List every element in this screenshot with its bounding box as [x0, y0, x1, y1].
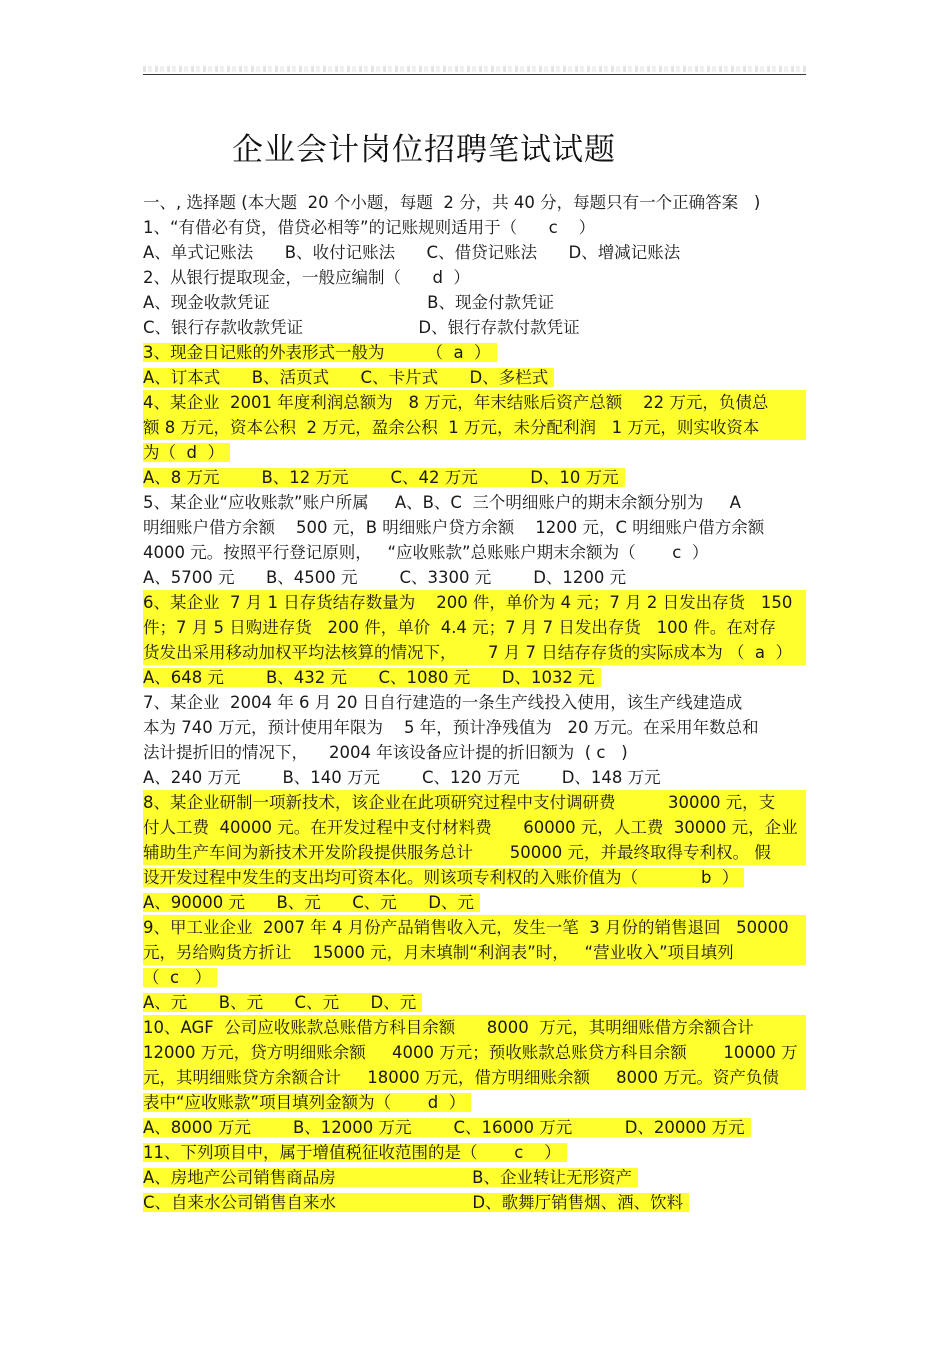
- line-text: A、元 B、元 C、元 D、元: [143, 993, 422, 1012]
- line-text: 货发出采用移动加权平均法核算的情况下， 7 月 7 日结存存货的实际成本为 （ a ）: [143, 643, 793, 662]
- line-text: A、240 万元 B、140 万元 C、120 万元 D、148 万元: [143, 768, 661, 787]
- text-line: [143, 1065, 806, 1090]
- line-text: 7、某企业 2004 年 6 月 20 日自行建造的一条生产线投入使用，该生产线建造成: [143, 693, 743, 712]
- text-line: [143, 1190, 806, 1215]
- line-text: 额 8 万元，资本公积 2 万元，盈余公积 1 万元，未分配利润 1 万元，则实收资本: [143, 418, 760, 437]
- line-text: 法计提折旧的情况下， 2004 年该设备应计提的折旧额为 ( c ): [143, 743, 628, 762]
- text-line: [143, 465, 806, 490]
- text-line: [143, 290, 806, 315]
- line-text: A、订本式 B、活页式 C、卡片式 D、多栏式: [143, 368, 554, 387]
- text-line: [143, 590, 806, 615]
- line-text: 3、现金日记账的外表形式一般为 （ a ）: [143, 343, 497, 362]
- line-text: 5、某企业“应收账款”账户所属 A、B、C 三个明细账户的期末余额分别为 A: [143, 493, 741, 512]
- line-text: 元，其明细账贷方余额合计 18000 万元，借方明细账余额 8000 万元。资产负债: [143, 1068, 779, 1087]
- text-line: [143, 390, 806, 415]
- line-text: 12000 万元，贷方明细账余额 4000 万元；预收账款总账贷方科目余额 10000 万: [143, 1043, 798, 1062]
- line-text: A、单式记账法 B、收付记账法 C、借贷记账法 D、增减记账法: [143, 243, 681, 262]
- header-rule: [143, 74, 806, 75]
- line-text: A、5700 元 B、4500 元 C、3300 元 D、1200 元: [143, 568, 627, 587]
- line-text: 4、某企业 2001 年度利润总额为 8 万元，年末结账后资产总额 22 万元，负债总: [143, 393, 769, 412]
- text-line: [143, 1165, 806, 1190]
- line-text: A、90000 元 B、元 C、元 D、元: [143, 893, 480, 912]
- text-line: [143, 1115, 806, 1140]
- line-text: 辅助生产车间为新技术开发阶段提供服务总计 50000 元，并最终取得专利权。 假: [143, 843, 771, 862]
- text-line: [143, 665, 806, 690]
- line-text: 1、“有借必有贷，借贷必相等”的记账规则适用于（ c ）: [143, 218, 596, 237]
- text-line: [143, 415, 806, 440]
- page-title: 企业会计岗位招聘笔试试题: [232, 132, 616, 168]
- line-text: 明细账户借方余额 500 元，B 明细账户贷方余额 1200 元，C 明细账户借方余额: [143, 518, 765, 537]
- text-line: [143, 840, 806, 865]
- line-text: 元，另给购货方折让 15000 元，月末填制“利润表”时， “营业收入”项目填列: [143, 943, 734, 962]
- text-line: [143, 1040, 806, 1065]
- text-line: [143, 540, 806, 565]
- text-line: [143, 615, 806, 640]
- line-text: A、8 万元 B、12 万元 C、42 万元 D、10 万元: [143, 468, 625, 487]
- text-line: [143, 865, 806, 890]
- text-line: [143, 515, 806, 540]
- text-line: [143, 190, 806, 215]
- header-noise: [143, 66, 806, 72]
- text-line: [143, 340, 806, 365]
- line-text: 4000 元。按照平行登记原则， “应收账款”总账账户期末余额为（ c ）: [143, 543, 709, 562]
- text-line: [143, 365, 806, 390]
- text-line: [143, 965, 806, 990]
- line-text: 本为 740 万元，预计使用年限为 5 年，预计净残值为 20 万元。在采用年数总和: [143, 718, 759, 737]
- line-text: 设开发过程中发生的支出均可资本化。则该项专利权的入账价值为（ b ）: [143, 868, 744, 887]
- line-text: A、房地产公司销售商品房 B、企业转让无形资产: [143, 1168, 638, 1187]
- line-text: C、银行存款收款凭证 D、银行存款付款凭证: [143, 318, 580, 337]
- text-line: [143, 690, 806, 715]
- text-line: [143, 915, 806, 940]
- text-line: [143, 1140, 806, 1165]
- line-text: 6、某企业 7 月 1 日存货结存数量为 200 件，单价为 4 元；7 月 2 日发出存货 150: [143, 593, 793, 612]
- line-text: A、648 元 B、432 元 C、1080 元 D、1032 元: [143, 668, 601, 687]
- line-text: C、自来水公司销售自来水 D、歌舞厅销售烟、酒、饮料: [143, 1193, 689, 1212]
- line-text: 11、下列项目中，属于增值税征收范围的是（ c ）: [143, 1143, 567, 1162]
- text-line: [143, 765, 806, 790]
- text-line: [143, 240, 806, 265]
- text-line: [143, 565, 806, 590]
- line-text: 为（ d ）: [143, 443, 230, 462]
- text-line: [143, 265, 806, 290]
- line-text: 8、某企业研制一项新技术，该企业在此项研究过程中支付调研费 30000 元，支: [143, 793, 776, 812]
- text-line: [143, 315, 806, 340]
- text-line: [143, 740, 806, 765]
- question-body: [143, 190, 806, 1215]
- text-line: [143, 1090, 806, 1115]
- line-text: （ c ）: [143, 968, 217, 987]
- text-line: [143, 640, 806, 665]
- line-text: 2、从银行提取现金，一般应编制（ d ）: [143, 268, 470, 287]
- text-line: [143, 790, 806, 815]
- text-line: [143, 715, 806, 740]
- text-line: [143, 1015, 806, 1040]
- line-text: 一、, 选择题 (本大题 20 个小题，每题 2 分，共 40 分，每题只有一个正确答案 ): [143, 193, 761, 212]
- line-text: 9、甲工业企业 2007 年 4 月份产品销售收入元，发生一笔 3 月份的销售退回 50000: [143, 918, 789, 937]
- text-line: [143, 215, 806, 240]
- line-text: 表中“应收账款”项目填列金额为（ d ）: [143, 1093, 471, 1112]
- line-text: 付人工费 40000 元。在开发过程中支付材料费 60000 元，人工费 30000 元，企业: [143, 818, 798, 837]
- text-line: [143, 940, 806, 965]
- text-line: [143, 440, 806, 465]
- line-text: 10、AGF 公司应收账款总账借方科目余额 8000 万元，其明细账借方余额合计: [143, 1018, 754, 1037]
- text-line: [143, 490, 806, 515]
- text-line: [143, 890, 806, 915]
- text-line: [143, 990, 806, 1015]
- text-line: [143, 815, 806, 840]
- line-text: 件；7 月 5 日购进存货 200 件，单价 4.4 元；7 月 7 日发出存货 100 件。在对存: [143, 618, 776, 637]
- line-text: A、现金收款凭证 B、现金付款凭证: [143, 293, 554, 312]
- line-text: A、8000 万元 B、12000 万元 C、16000 万元 D、20000 万元: [143, 1118, 751, 1137]
